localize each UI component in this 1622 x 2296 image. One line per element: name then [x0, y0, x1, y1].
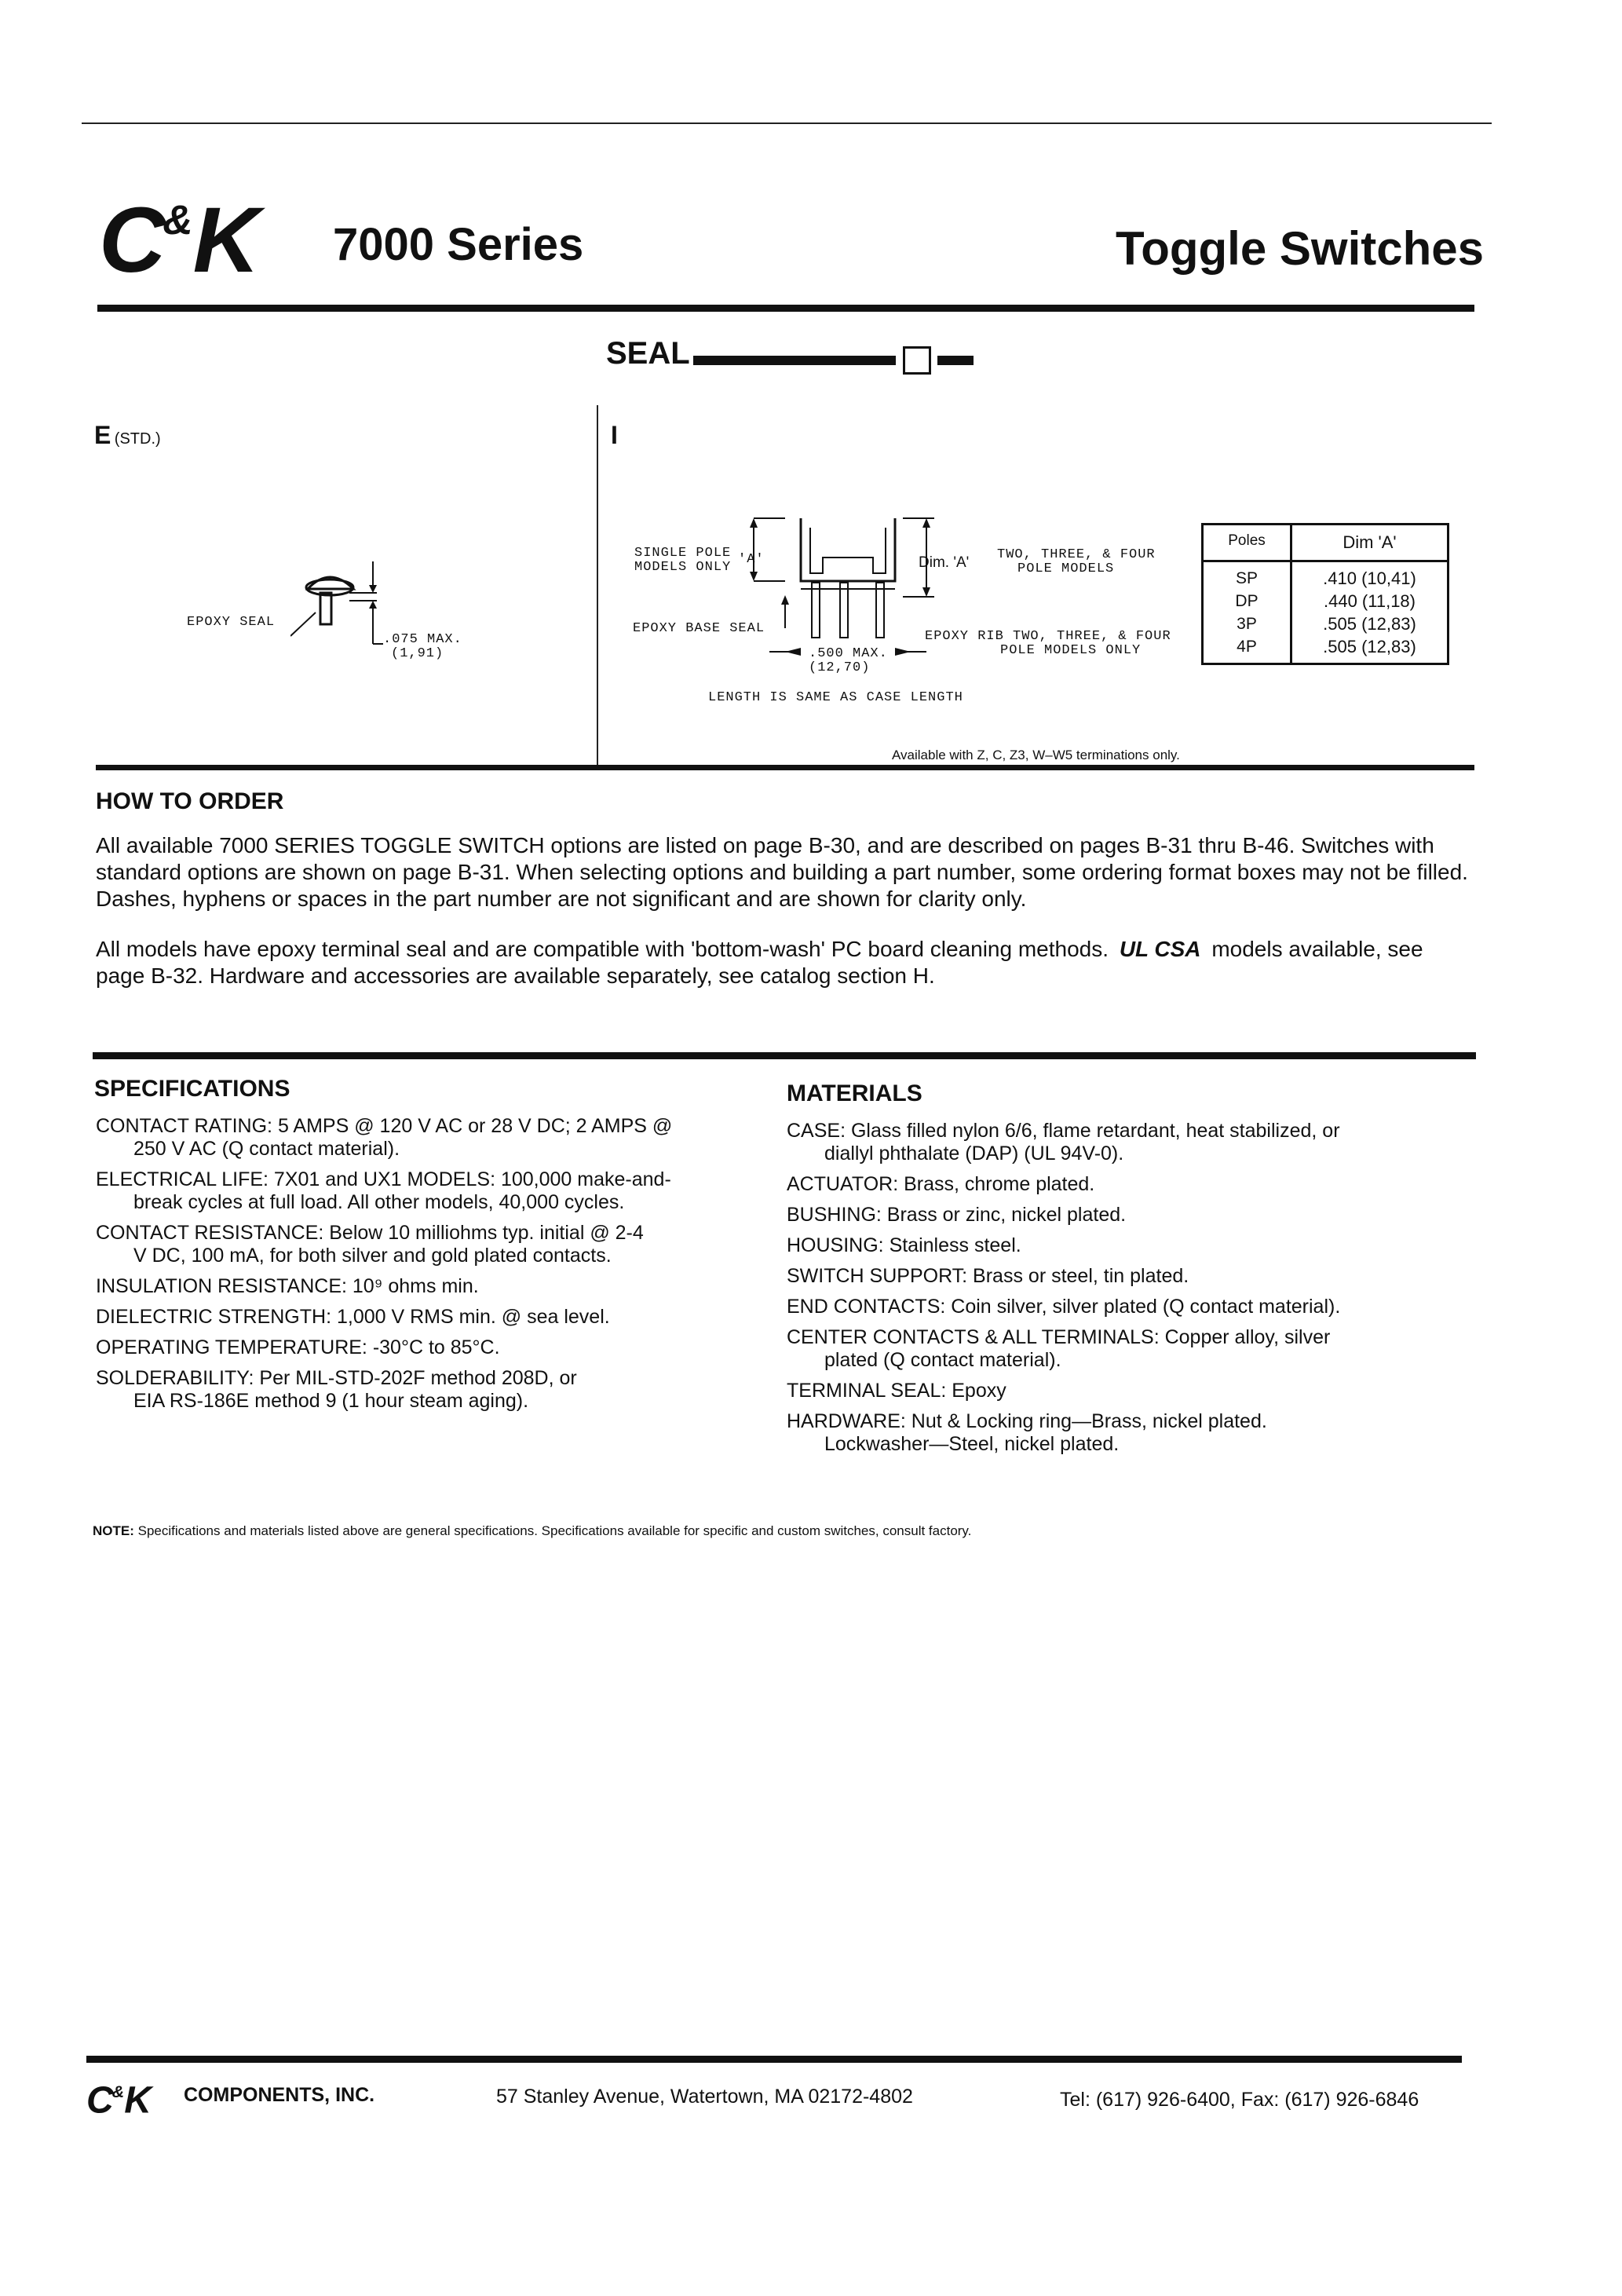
specifications-heading: SPECIFICATIONS: [94, 1076, 290, 1102]
dim-a-label: Dim. 'A': [919, 554, 970, 571]
mat-center-contacts: CENTER CONTACTS & ALL TERMINALS: Copper alloy, silver plated (Q contact material).: [787, 1326, 1331, 1371]
pole-3p: 3P: [1237, 615, 1257, 633]
dim-4p: .505 (12,83): [1323, 637, 1416, 656]
epoxy-base-seal-label: EPOXY BASE SEAL: [633, 621, 765, 636]
footer-logo: C&K: [86, 2079, 150, 2122]
spec-contact-rating: CONTACT RATING: 5 AMPS @ 120 V AC or 28 V DC; 2 AMPS @ 250 V AC (Q contact material).: [96, 1115, 673, 1160]
mat-end-contacts: END CONTACTS: Coin silver, silver plated (Q contact material).: [787, 1296, 1341, 1318]
mat-housing: HOUSING: Stainless steel.: [787, 1234, 1021, 1256]
para2-end: models available, see page B-32. Hardware and accessories are available separately, see catalog section H.: [96, 937, 1423, 988]
dim-a-table: [1201, 523, 1449, 665]
how-to-order-heading: HOW TO ORDER: [96, 788, 284, 814]
length-note: LENGTH IS SAME AS CASE LENGTH: [708, 690, 963, 705]
ck-logo: C&K: [99, 188, 257, 292]
i-width-max: .500 MAX.: [809, 646, 888, 661]
poles-header: Poles: [1203, 525, 1291, 561]
dim-table-header: [1203, 525, 1448, 561]
dim-dp: .440 (11,18): [1323, 591, 1416, 611]
footer-rule: [86, 2056, 1462, 2063]
specifications-list: [96, 1115, 771, 1420]
epoxy-rib-2: POLE MODELS ONLY: [1000, 643, 1142, 658]
footer-address: 57 Stanley Avenue, Watertown, MA 02172-4802: [496, 2086, 913, 2108]
option-box-bar: [693, 356, 896, 365]
e-dim-metric: (1,91): [391, 646, 444, 661]
ul-csa-marks: UL CSA: [1119, 937, 1201, 961]
dim-a-tick: 'A': [738, 552, 765, 567]
single-pole-label-2: MODELS ONLY: [634, 560, 732, 575]
two-three-four-1: TWO, THREE, & FOUR: [997, 547, 1156, 562]
mat-terminal-seal: TERMINAL SEAL: Epoxy: [787, 1380, 1006, 1402]
product-title: Toggle Switches: [1116, 222, 1484, 275]
two-three-four-2: POLE MODELS: [1017, 561, 1115, 576]
top-rule: [82, 122, 1492, 124]
e-dim-max: .075 MAX.: [383, 632, 462, 647]
how-to-order-para2: [96, 936, 1478, 989]
header-rule: [97, 305, 1474, 312]
availability-note: Available with Z, C, Z3, W–W5 terminations only.: [892, 748, 1180, 762]
spec-dielectric-strength: DIELECTRIC STRENGTH: 1,000 V RMS min. @ sea level.: [96, 1306, 610, 1328]
note-label: NOTE:: [93, 1523, 134, 1538]
general-note: [93, 1523, 1474, 1539]
epoxy-rib-1: EPOXY RIB TWO, THREE, & FOUR: [925, 629, 1171, 644]
para2-start: All models have epoxy terminal seal and are compatible with 'bottom-wash' PC board cleaning methods.: [96, 937, 1109, 961]
footer-company: COMPONENTS, INC.: [184, 2084, 375, 2106]
dim-3p: .505 (12,83): [1323, 614, 1416, 634]
single-pole-label-1: SINGLE POLE: [634, 546, 732, 561]
spec-contact-resistance: CONTACT RESISTANCE: Below 10 milliohms typ. initial @ 2-4 V DC, 100 mA, for both silver and gold plated contacts.: [96, 1222, 644, 1267]
spec-operating-temperature: OPERATING TEMPERATURE: -30°C to 85°C.: [96, 1336, 500, 1358]
option-e-diagram: [290, 550, 385, 667]
materials-list: [787, 1120, 1478, 1464]
option-i-code: I: [611, 421, 618, 449]
seal-banner: [606, 336, 974, 375]
spec-solderability: SOLDERABILITY: Per MIL-STD-202F method 208D, or EIA RS-186E method 9 (1 hour steam aging).: [96, 1367, 577, 1412]
seal-option-box: [903, 346, 931, 375]
option-e-code: E: [94, 421, 111, 449]
dim-table-body: [1203, 561, 1448, 664]
note-text: Specifications and materials listed above are general specifications. Specifications available for specific and custom switches, consult factory.: [137, 1523, 972, 1538]
epoxy-seal-label: EPOXY SEAL: [187, 615, 276, 630]
materials-heading: MATERIALS: [787, 1080, 922, 1106]
how-to-order-para1: All available 7000 SERIES TOGGLE SWITCH options are listed on page B-30, and are described on pages B-31 thru B-46. Switches with standard options are shown on page B-31. When selecting options and building a part number, some ordering format boxes may not be filled. Dashes, hyphens or spaces in the part number are not significant and are shown for clarity only.: [96, 833, 1468, 911]
pole-4p: 4P: [1237, 638, 1257, 656]
mat-switch-support: SWITCH SUPPORT: Brass or steel, tin plated.: [787, 1265, 1189, 1287]
option-e-std: (STD.): [114, 430, 161, 448]
mat-hardware: HARDWARE: Nut & Locking ring—Brass, nickel plated. Lockwasher—Steel, nickel plated.: [787, 1410, 1267, 1455]
pole-dp: DP: [1235, 592, 1259, 610]
mat-actuator: ACTUATOR: Brass, chrome plated.: [787, 1173, 1095, 1195]
pole-sp: SP: [1235, 569, 1258, 587]
dim-header: Dim 'A': [1291, 525, 1448, 561]
spec-electrical-life: ELECTRICAL LIFE: 7X01 and UX1 MODELS: 100,000 make-and- break cycles at full load. All other models, 40,000 cycles.: [96, 1168, 671, 1213]
seal-label: SEAL: [606, 336, 690, 371]
mat-case: CASE: Glass filled nylon 6/6, flame retardant, heat stabilized, or diallyl phthalate (DAP) (UL 94V-0).: [787, 1120, 1340, 1164]
footer-phone: Tel: (617) 926-6400, Fax: (617) 926-6846: [1060, 2089, 1419, 2111]
spec-rule: [93, 1052, 1476, 1059]
series-title: 7000 Series: [333, 219, 584, 270]
spec-insulation-resistance: INSULATION RESISTANCE: 10⁹ ohms min.: [96, 1275, 479, 1297]
i-width-metric: (12,70): [809, 660, 871, 675]
dim-sp: .410 (10,41): [1323, 569, 1416, 588]
option-e-heading: [94, 421, 161, 450]
option-box-bar-end: [937, 356, 974, 365]
order-rule: [96, 765, 1474, 770]
mat-bushing: BUSHING: Brass or zinc, nickel plated.: [787, 1204, 1127, 1226]
column-divider: [597, 405, 598, 768]
